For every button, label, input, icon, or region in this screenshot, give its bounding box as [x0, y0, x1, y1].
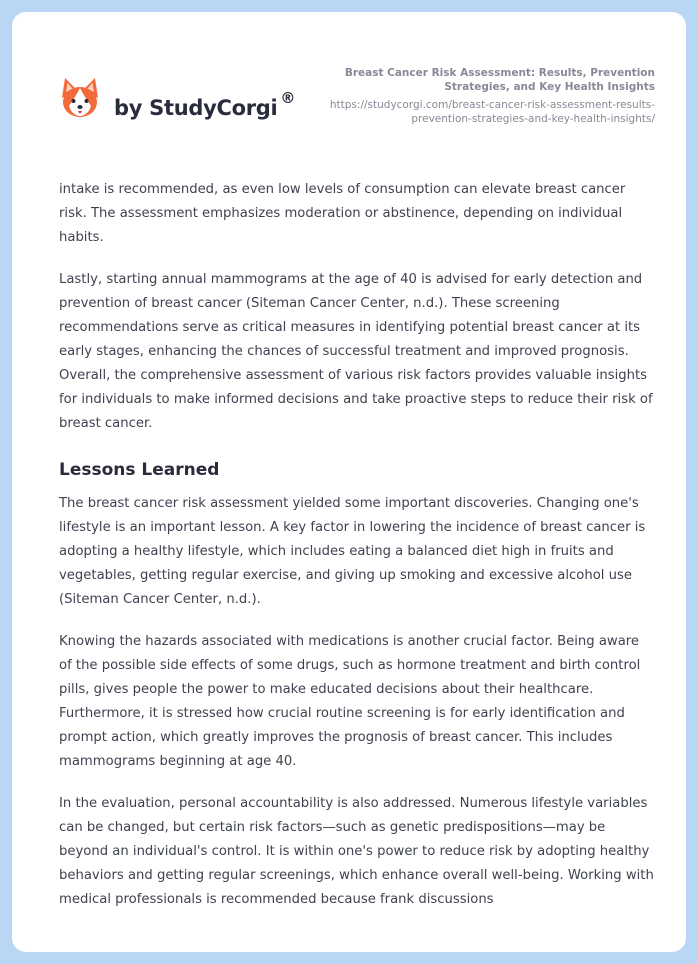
paragraph: In the evaluation, personal accountability is also addressed. Numerous lifestyle variables can be changed, but certain risk factors—such as genetic predispositions—may be beyond an individual's control. It is within one's power to reduce risk by adopting healthy behaviors and getting regular screenings, which enhance overall well-being. Working with medical professionals is recommended because frank discussions [59, 796, 654, 907]
document-meta [315, 66, 655, 126]
document-page [12, 12, 686, 952]
section-heading: Lessons Learned [59, 460, 220, 480]
paragraph: The breast cancer risk assessment yielded some important discoveries. Changing one's lifestyle is an important lesson. A key factor in lowering the incidence of breast cancer is adopting a healthy lifestyle, which includes eating a balanced diet high in fruits and vegetables, getting regular exercise, and giving up smoking and excessive alcohol use (Siteman Cancer Center, n.d.). [59, 496, 646, 607]
corgi-logo-icon [60, 76, 100, 120]
paragraph: Knowing the hazards associated with medications is another crucial factor. Being aware of the possible side effects of some drugs, such as hormone treatment and birth control pills, gives people the power to make educated decisions about their healthcare. Furthermore, it is stressed how crucial routine screening is for early identification and prompt action, which greatly improves the prognosis of breast cancer. This includes mammograms beginning at age 40. [59, 634, 641, 769]
document-title: Breast Cancer Risk Assessment: Results, Prevention Strategies, and Key Health Insights [344, 67, 655, 93]
brand-name [114, 88, 296, 120]
paragraph: Lastly, starting annual mammograms at the age of 40 is advised for early detection and prevention of breast cancer (Siteman Cancer Center, n.d.). These screening recommendations serve as critical measures in identifying potential breast cancer at its early stages, enhancing the chances of successful treatment and improved prognosis. Overall, the comprehensive assessment of various risk factors provides valuable insights for individuals to make informed decisions and take proactive steps to reduce their risk of breast cancer. [59, 272, 653, 431]
document-url[interactable]: https://studycorgi.com/breast-cancer-risk-assessment-results-prevention-strategies-and-key-health-insights/ [329, 99, 655, 125]
paragraph: intake is recommended, as even low levels of consumption can elevate breast cancer risk. The assessment emphasizes moderation or abstinence, depending on individual habits. [59, 182, 626, 245]
registered-mark: ® [280, 88, 296, 107]
document-body [59, 178, 655, 930]
brand-text: by StudyCorgi [114, 95, 278, 120]
studycorgi-logo[interactable] [60, 76, 295, 120]
